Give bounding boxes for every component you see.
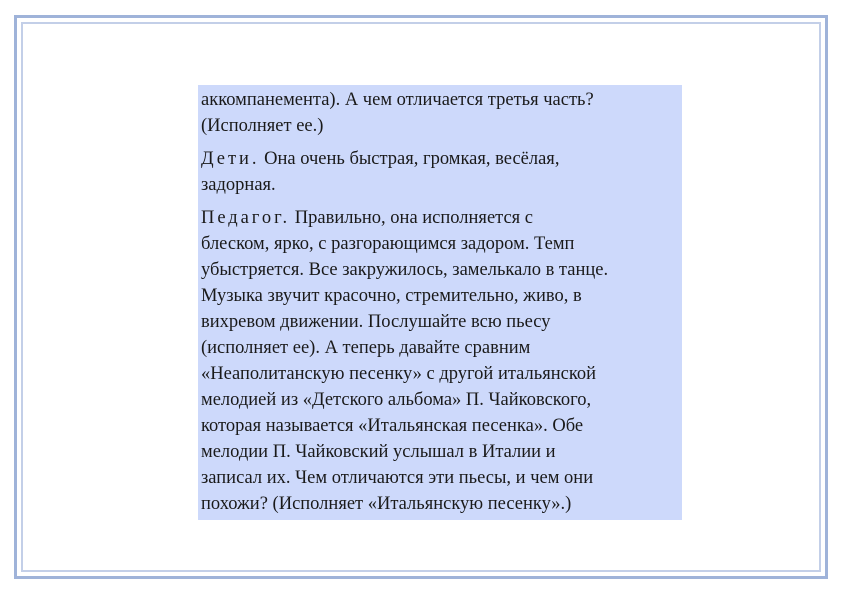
text-line: мелодией из «Детского альбома» П. Чайковского, bbox=[201, 390, 592, 410]
text-fragment: Она очень быстрая, громкая, весёлая, bbox=[259, 149, 560, 169]
text-line bbox=[201, 205, 679, 231]
text-line: «Неаполитанскую песенку» с другой итальянской bbox=[201, 364, 597, 384]
text-line: записал их. Чем отличаются эти пьесы, и чем они bbox=[201, 468, 594, 488]
text-line: которая называется «Итальянская песенка». Обе bbox=[201, 416, 584, 436]
speaker-label: Дети. bbox=[201, 149, 260, 169]
text-line: мелодии П. Чайковский услышал в Италии и bbox=[201, 442, 556, 462]
speaker-label: Педагог. bbox=[201, 208, 291, 228]
text-line: аккомпанемента). А чем отличается третья часть? bbox=[201, 90, 594, 110]
paragraph-children-answer bbox=[201, 146, 679, 198]
text-line: блеском, ярко, с разгорающимся задором. Темп bbox=[201, 234, 575, 254]
text-fragment: Правильно, она исполняется с bbox=[290, 208, 534, 228]
text-line bbox=[201, 146, 679, 172]
paragraph-question bbox=[201, 87, 679, 139]
text-line: Музыка звучит красочно, стремительно, живо, в bbox=[201, 286, 582, 306]
text-line: убыстряется. Все закружилось, замелькало в танце. bbox=[201, 260, 609, 280]
text-line: (исполняет ее). А теперь давайте сравним bbox=[201, 338, 531, 358]
text-box bbox=[198, 85, 682, 520]
paragraph-teacher bbox=[201, 205, 679, 517]
text-line: вихревом движении. Послушайте всю пьесу bbox=[201, 312, 551, 332]
text-line: (Исполняет ее.) bbox=[201, 116, 324, 136]
text-line: задорная. bbox=[201, 175, 276, 195]
text-line: похожи? (Исполняет «Итальянскую песенку».) bbox=[201, 494, 572, 514]
